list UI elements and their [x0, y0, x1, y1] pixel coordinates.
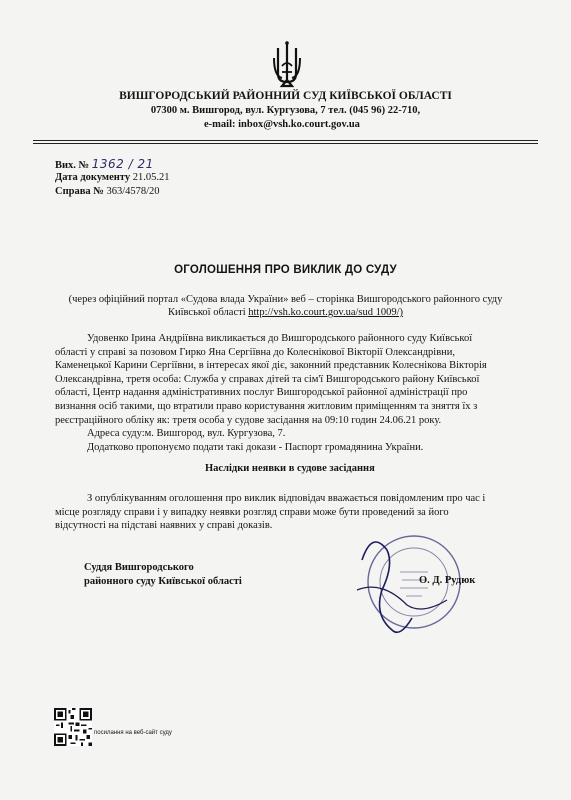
court-name: ВИШГОРОДСЬКИЙ РАЙОННИЙ СУД КИЇВСЬКОЇ ОБЛАСТІ [119, 90, 452, 102]
consequences-paragraph [55, 492, 538, 533]
court-address-line: Адреса суду:м. Вишгород, вул. Кургузова, 7. [87, 428, 286, 440]
summons-line: області, Центр надання адміністративних послуг Вишгородської районної адміністрації про [55, 387, 468, 399]
judge-position [84, 561, 242, 589]
case-number-label: Справа № [55, 186, 104, 197]
qr-code-icon[interactable] [54, 708, 92, 746]
outgoing-number-label: Вих. № [55, 160, 90, 171]
consequences-line: З опублікуванням оголошення про виклик відповідач вважається повідомленим про час і [87, 493, 486, 504]
publication-note-line2 [0, 306, 571, 319]
summons-line: Каменецької Карини Сергіївни, в інтересах якої діє, законний представник Колеснікова Вікторія [55, 360, 487, 372]
summons-line: реєстраційного обліку як: третя особа у судове засідання на 09:10 годин 24.06.21 року. [55, 414, 442, 426]
summons-line: області у справі за позовом Гирко Яна Сергіївна до Колеснікової Вікторії Олександрівни, [55, 346, 456, 358]
case-number-value: 363/4578/20 [106, 186, 160, 197]
outgoing-number-value: 1362 / 21 [91, 157, 154, 171]
publication-note [0, 293, 571, 319]
summons-paragraph [55, 332, 538, 454]
consequences-line: місце розгляду справи і у випадку неявки розгляд справи може бути проведений за його [55, 506, 449, 518]
consequences-heading: Наслідки неявки в судове засідання [205, 463, 375, 474]
evidence-line: Додатково пропонуємо подати такі докази - Паспорт громадянина України. [87, 441, 424, 453]
document-date-row [55, 171, 169, 185]
header-rule-thin [33, 143, 538, 144]
judge-position-line1: Суддя Вишгородського [84, 562, 194, 573]
publication-note-line1: (через офіційний портал «Судова влада України» веб – сторінка Вишгородського районного суду [68, 294, 503, 305]
tryzub-emblem-icon [271, 40, 303, 90]
summons-line: Удовенко Ірина Андріївна викликається до Вишгородського районного суду Київської [87, 333, 473, 344]
judge-position-line2: районного суду Київської області [84, 576, 242, 587]
qr-caption: посилання на веб-сайт суду [94, 730, 172, 736]
publication-note-prefix: Київської області [167, 307, 249, 318]
court-address: 07300 м. Вишгород, вул. Кургузова, 7 тел. (045 96) 22-710, [150, 105, 421, 116]
case-number-row [55, 185, 160, 199]
header-rule [33, 140, 538, 141]
notice-title: ОГОЛОШЕННЯ ПРО ВИКЛИК ДО СУДУ [174, 264, 397, 276]
court-website-link[interactable]: http://vsh.ko.court.gov.ua/sud 1009/) [248, 307, 404, 318]
judge-name: О. Д. Рудюк [419, 575, 476, 586]
document-date-label: Дата документу [55, 172, 131, 183]
summons-line: Олександрівна, третя особа: Служба у справах дітей та сім'ї Вишгородського району Київської [55, 373, 480, 385]
summons-line: визнання осіб такими, що втратили право користування житловим приміщенням та зняття їх з [55, 400, 478, 412]
document-date-value: 21.05.21 [132, 172, 170, 183]
consequences-line: відсутності на підставі наявних у справі доказів. [55, 520, 273, 532]
court-email: e-mail: inbox@vsh.ko.court.gov.ua [204, 119, 360, 130]
